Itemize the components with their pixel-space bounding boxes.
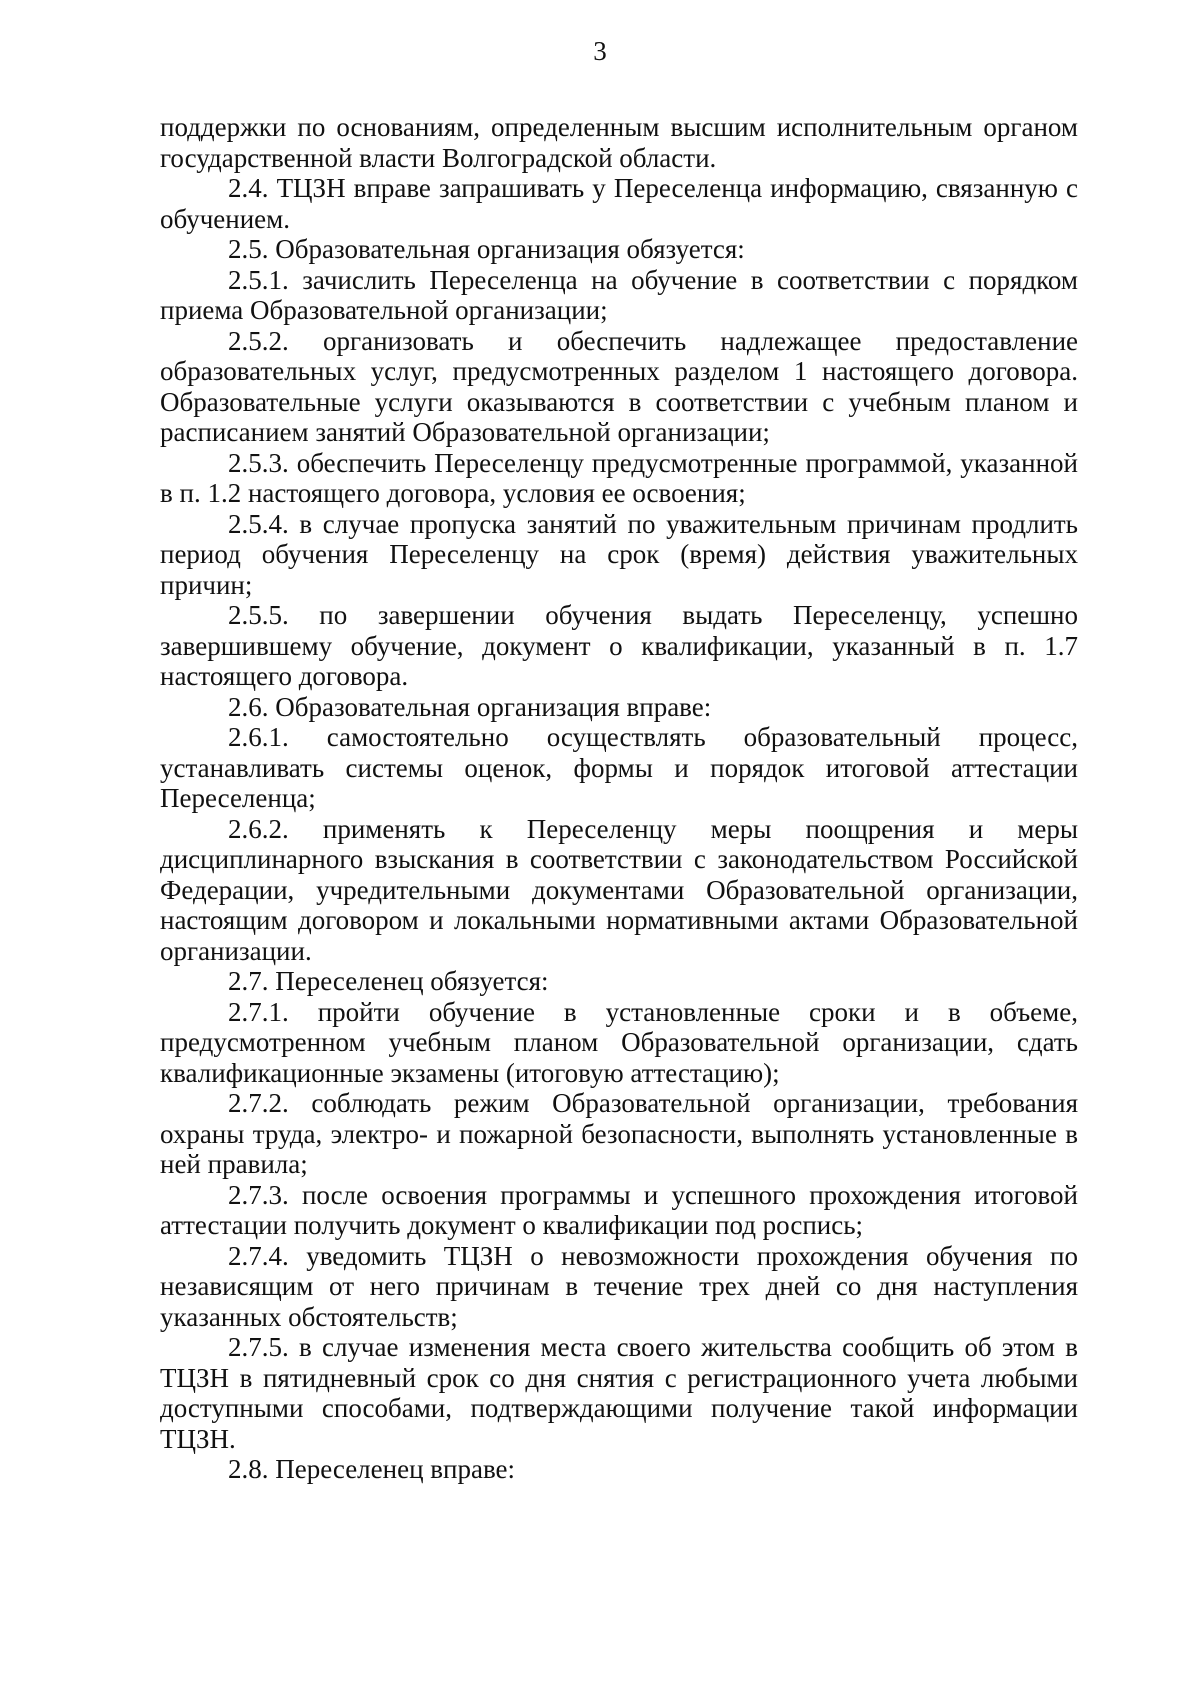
paragraph-2-7-1: 2.7.1. пройти обучение в установленные сроки и в объеме, предусмотренном учебным планом Образовательной организации, сдать квалификационные экзамены (итоговую аттестацию); <box>160 996 1078 1088</box>
paragraph-2-6-2: 2.6.2. применять к Переселенцу меры поощрения и меры дисциплинарного взыскания в соответствии с законодательством Российской Федерации, учредительными документами Образовательной организации, настоящим договором и локальными нормативными актами Образовательной организации. <box>160 813 1078 966</box>
paragraph-cont: поддержки по основаниям, определенным высшим исполнительным органом государственной власти Волгоградской области. <box>160 112 1078 173</box>
paragraph-2-7-4: 2.7.4. уведомить ТЦЗН о невозможности прохождения обучения по независящим от него причинам в течение трех дней со дня наступления указанных обстоятельств; <box>160 1240 1078 1332</box>
paragraph-2-5-5: 2.5.5. по завершении обучения выдать Переселенцу, успешно завершившему обучение, документ о квалификации, указанный в п. 1.7 настоящего договора. <box>160 600 1078 691</box>
paragraph-2-5-2: 2.5.2. организовать и обеспечить надлежащее предоставление образовательных услуг, предусмотренных разделом 1 настоящего договора. Образовательные услуги оказываются в соответствии с учебным планом и расписанием занятий Образовательной организации; <box>160 325 1078 447</box>
paragraph-2-7-3: 2.7.3. после освоения программы и успешного прохождения итоговой аттестации получить документ о квалификации под роспись; <box>160 1179 1078 1240</box>
paragraph-2-5-3: 2.5.3. обеспечить Переселенцу предусмотренные программой, указанной в п. 1.2 настоящего договора, условия ее освоения; <box>160 447 1078 508</box>
paragraph-2-8: 2.8. Переселенец вправе: <box>228 1454 516 1484</box>
paragraph-2-7-2: 2.7.2. соблюдать режим Образовательной организации, требования охраны труда, электро- и пожарной безопасности, выполнять установленные в ней правила; <box>160 1088 1078 1179</box>
paragraph-2-7-5: 2.7.5. в случае изменения места своего жительства сообщить об этом в ТЦЗН в пятидневный срок со дня снятия с регистрационного учета любыми доступными способами, подтверждающими получение такой информации ТЦЗН. <box>160 1332 1078 1454</box>
paragraph-2-5-4: 2.5.4. в случае пропуска занятий по уважительным причинам продлить период обучения Переселенцу на срок (время) действия уважительных причин; <box>160 508 1078 600</box>
paragraph-2-4: 2.4. ТЦЗН вправе запрашивать у Переселенца информацию, связанную с обучением. <box>160 173 1078 234</box>
document-body <box>160 112 1078 1485</box>
page-number: 3 <box>593 36 607 66</box>
paragraph-2-6: 2.6. Образовательная организация вправе: <box>228 691 712 722</box>
paragraph-2-6-1: 2.6.1. самостоятельно осуществлять образовательный процесс, устанавливать системы оценок, формы и порядок итоговой аттестации Переселенца; <box>160 722 1078 813</box>
paragraph-2-5: 2.5. Образовательная организация обязуется: <box>228 234 745 264</box>
paragraph-2-7: 2.7. Переселенец обязуется: <box>228 966 549 996</box>
paragraph-2-5-1: 2.5.1. зачислить Переселенца на обучение в соответствии с порядком приема Образовательной организации; <box>160 264 1078 325</box>
